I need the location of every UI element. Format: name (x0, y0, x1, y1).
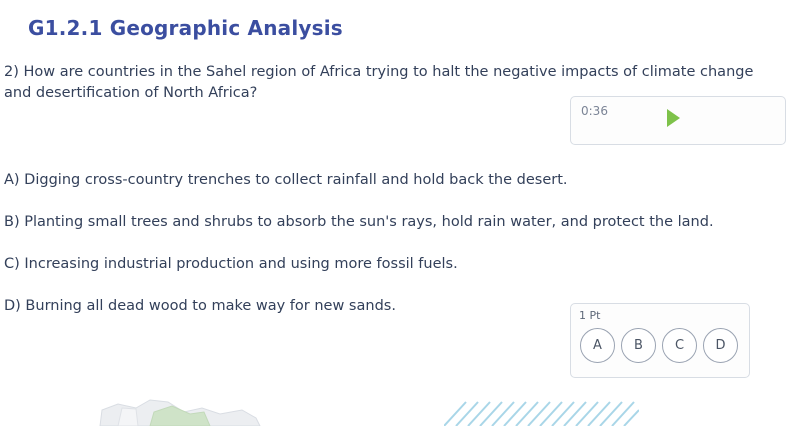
audio-timer: 0:36 (581, 104, 608, 118)
stripes-decoration (444, 398, 639, 426)
play-icon[interactable] (667, 109, 680, 127)
choice-button-a[interactable]: A (580, 328, 615, 363)
audio-player[interactable] (570, 96, 786, 145)
choice-button-d[interactable]: D (703, 328, 738, 363)
answer-selector-box (570, 303, 750, 378)
points-label: 1 Pt (579, 309, 601, 322)
page-title: G1.2.1 Geographic Analysis (28, 16, 343, 40)
choice-buttons (580, 328, 738, 363)
option-d[interactable]: D) Burning all dead wood to make way for new sands. (4, 298, 396, 315)
option-b[interactable]: B) Planting small trees and shrubs to absorb the sun's rays, hold rain water, and protect the land. (4, 214, 714, 231)
option-a[interactable]: A) Digging cross-country trenches to collect rainfall and hold back the desert. (4, 172, 568, 188)
answer-options (4, 170, 776, 317)
choice-button-c[interactable]: C (662, 328, 697, 363)
option-c[interactable]: C) Increasing industrial production and using more fossil fuels. (4, 256, 458, 273)
question-text: 2) How are countries in the Sahel region of Africa trying to halt the negative impacts of climate change and desertification of North Africa? (4, 64, 754, 102)
choice-button-b[interactable]: B (621, 328, 656, 363)
map-decoration (92, 392, 262, 426)
